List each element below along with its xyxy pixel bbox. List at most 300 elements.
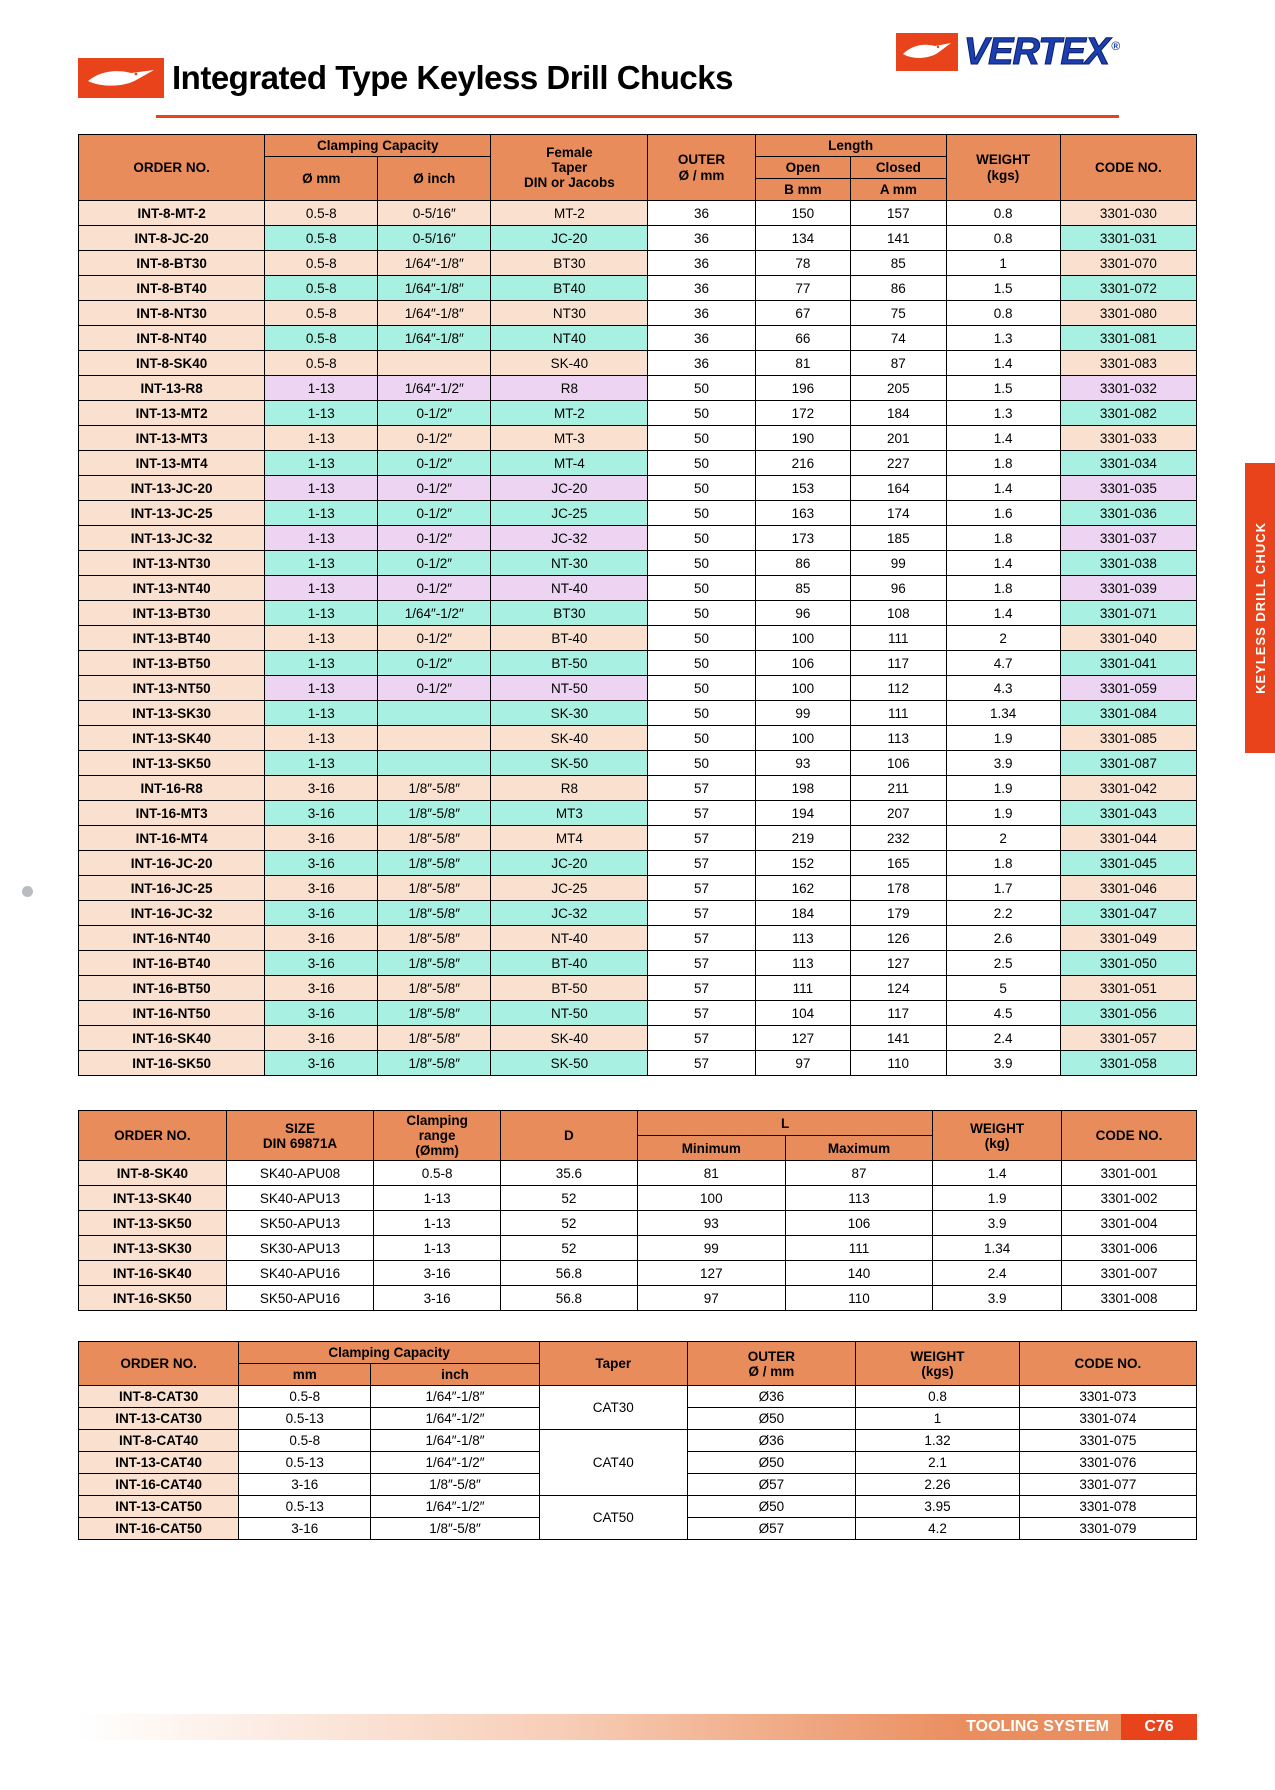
cell-length-open: 134	[755, 226, 850, 251]
cell-length-closed: 111	[851, 701, 946, 726]
cell-clamping-mm: 0.5-8	[265, 276, 378, 301]
cell-code-no: 3301-073	[1019, 1386, 1196, 1408]
cell-order-no: INT-13-CAT30	[79, 1408, 239, 1430]
cell-l-minimum: 81	[637, 1161, 785, 1186]
th3-outer	[687, 1342, 856, 1386]
cell-weight: 3.95	[856, 1496, 1019, 1518]
table-row	[79, 201, 1197, 226]
cell-clamping-inch: 0-1/2″	[378, 401, 491, 426]
th-code-no: CODE NO.	[1060, 135, 1196, 201]
cell-weight: 1.34	[933, 1236, 1062, 1261]
cell-clamping-range: 1-13	[374, 1236, 501, 1261]
table-row	[79, 1161, 1197, 1186]
cell-code-no: 3301-030	[1060, 201, 1196, 226]
table-row	[79, 401, 1197, 426]
cell-clamping-inch: 1/64″-1/2″	[371, 1452, 540, 1474]
cell-length-open: 113	[755, 951, 850, 976]
th3-inch: inch	[371, 1364, 540, 1386]
cell-outer-dia: 50	[648, 551, 755, 576]
cell-order-no: INT-13-SK40	[79, 1186, 227, 1211]
table-row	[79, 301, 1197, 326]
cell-outer-dia: 50	[648, 726, 755, 751]
table-din69871a-chucks	[78, 1110, 1197, 1311]
cell-clamping-inch: 0-1/2″	[378, 476, 491, 501]
cell-code-no: 3301-049	[1060, 926, 1196, 951]
cell-clamping-inch: 0-1/2″	[378, 526, 491, 551]
cell-code-no: 3301-078	[1019, 1496, 1196, 1518]
cell-order-no: INT-13-NT30	[79, 551, 265, 576]
cell-d: 56.8	[500, 1261, 637, 1286]
cell-length-open: 198	[755, 776, 850, 801]
cell-size-din: SK50-APU16	[226, 1286, 374, 1311]
table-row	[79, 776, 1197, 801]
cell-female-taper: NT-50	[491, 676, 648, 701]
th3-outer-line2: Ø / mm	[748, 1363, 795, 1379]
table-row	[79, 1261, 1197, 1286]
table-row	[79, 1186, 1197, 1211]
cell-length-closed: 184	[851, 401, 946, 426]
th3-mm: mm	[239, 1364, 371, 1386]
table-row	[79, 601, 1197, 626]
vertex-eagle-icon	[78, 58, 164, 98]
cell-length-closed: 207	[851, 801, 946, 826]
table-row	[79, 476, 1197, 501]
cell-length-closed: 227	[851, 451, 946, 476]
cell-female-taper: SK-40	[491, 1026, 648, 1051]
cell-length-open: 184	[755, 901, 850, 926]
cell-length-open: 113	[755, 926, 850, 951]
cell-order-no: INT-16-CAT50	[79, 1518, 239, 1540]
cell-length-closed: 108	[851, 601, 946, 626]
cell-weight: 1.4	[946, 551, 1060, 576]
cell-code-no: 3301-080	[1060, 301, 1196, 326]
cell-female-taper: JC-20	[491, 476, 648, 501]
cell-code-no: 3301-070	[1060, 251, 1196, 276]
cell-outer-dia: 50	[648, 601, 755, 626]
cell-outer-dia: 57	[648, 1051, 755, 1076]
cell-code-no: 3301-057	[1060, 1026, 1196, 1051]
title-underline	[156, 115, 1119, 118]
cell-order-no: INT-16-R8	[79, 776, 265, 801]
cell-clamping-mm: 0.5-13	[239, 1408, 371, 1430]
cell-code-no: 3301-002	[1061, 1186, 1196, 1211]
cell-clamping-mm: 3-16	[265, 1026, 378, 1051]
cell-order-no: INT-13-BT30	[79, 601, 265, 626]
cell-clamping-mm: 1-13	[265, 676, 378, 701]
cell-weight: 1.7	[946, 876, 1060, 901]
cell-length-closed: 117	[851, 651, 946, 676]
cell-weight: 1.4	[946, 426, 1060, 451]
cell-outer-dia: 50	[648, 701, 755, 726]
table-cat-taper-chucks	[78, 1341, 1197, 1540]
table-row	[79, 726, 1197, 751]
cell-length-closed: 111	[851, 626, 946, 651]
cell-order-no: INT-16-JC-25	[79, 876, 265, 901]
th2-clamping-line3: (Ømm)	[415, 1143, 459, 1159]
cell-clamping-mm: 3-16	[265, 826, 378, 851]
cell-code-no: 3301-001	[1061, 1161, 1196, 1186]
cell-order-no: INT-16-SK50	[79, 1286, 227, 1311]
cell-clamping-mm: 0.5-13	[239, 1452, 371, 1474]
cell-weight: 1.8	[946, 526, 1060, 551]
cell-length-closed: 141	[851, 1026, 946, 1051]
cell-clamping-mm: 3-16	[265, 876, 378, 901]
cell-length-open: 127	[755, 1026, 850, 1051]
table-row	[79, 351, 1197, 376]
cell-clamping-mm: 0.5-8	[239, 1386, 371, 1408]
cell-length-open: 97	[755, 1051, 850, 1076]
brand-logo	[896, 30, 1119, 74]
cell-length-open: 216	[755, 451, 850, 476]
cell-l-maximum: 87	[785, 1161, 933, 1186]
cell-clamping-inch: 1/8″-5/8″	[378, 876, 491, 901]
cell-weight: 2.1	[856, 1452, 1019, 1474]
cell-weight: 1	[856, 1408, 1019, 1430]
cell-code-no: 3301-076	[1019, 1452, 1196, 1474]
cell-clamping-mm: 1-13	[265, 601, 378, 626]
cell-code-no: 3301-031	[1060, 226, 1196, 251]
cell-clamping-inch: 1/64″-1/8″	[371, 1430, 540, 1452]
th3-weight	[856, 1342, 1019, 1386]
cell-order-no: INT-8-NT30	[79, 301, 265, 326]
cell-female-taper: NT-30	[491, 551, 648, 576]
cell-clamping-range: 1-13	[374, 1186, 501, 1211]
cell-female-taper: MT4	[491, 826, 648, 851]
cell-code-no: 3301-035	[1060, 476, 1196, 501]
cell-l-maximum: 106	[785, 1211, 933, 1236]
cell-outer-dia: 50	[648, 751, 755, 776]
cell-order-no: INT-8-CAT40	[79, 1430, 239, 1452]
cell-order-no: INT-16-MT4	[79, 826, 265, 851]
table3-header	[79, 1342, 1197, 1386]
cell-clamping-inch: 1/8″-5/8″	[378, 1026, 491, 1051]
footer-section-label: TOOLING SYSTEM	[966, 1714, 1121, 1740]
cell-l-maximum: 110	[785, 1286, 933, 1311]
cell-l-minimum: 93	[637, 1211, 785, 1236]
cell-clamping-mm: 3-16	[265, 951, 378, 976]
cell-weight: 4.3	[946, 676, 1060, 701]
cell-outer-dia: 50	[648, 426, 755, 451]
table-row	[79, 1026, 1197, 1051]
table-row	[79, 801, 1197, 826]
cell-clamping-inch: 1/64″-1/8″	[378, 326, 491, 351]
th-length: Length	[755, 135, 946, 157]
cell-order-no: INT-13-R8	[79, 376, 265, 401]
registered-mark: ®	[1111, 39, 1119, 54]
cell-clamping-mm: 0.5-8	[265, 226, 378, 251]
cell-code-no: 3301-077	[1019, 1474, 1196, 1496]
th3-order-no: ORDER NO.	[79, 1342, 239, 1386]
cell-clamping-mm: 1-13	[265, 451, 378, 476]
cell-outer-dia: 57	[648, 951, 755, 976]
cell-length-closed: 141	[851, 226, 946, 251]
cell-female-taper: JC-20	[491, 226, 648, 251]
cell-female-taper: MT-4	[491, 451, 648, 476]
cell-clamping-inch: 1/64″-1/8″	[371, 1386, 540, 1408]
cell-weight: 1.4	[946, 476, 1060, 501]
th3-clamping-capacity: Clamping Capacity	[239, 1342, 540, 1364]
cell-order-no: INT-13-CAT50	[79, 1496, 239, 1518]
cell-order-no: INT-16-NT50	[79, 1001, 265, 1026]
cell-clamping-mm: 0.5-8	[239, 1430, 371, 1452]
table-row	[79, 651, 1197, 676]
table-row	[79, 251, 1197, 276]
cell-clamping-inch: 1/8″-5/8″	[378, 926, 491, 951]
table-row	[79, 501, 1197, 526]
cell-order-no: INT-8-SK40	[79, 1161, 227, 1186]
cell-length-closed: 85	[851, 251, 946, 276]
table-row	[79, 426, 1197, 451]
cell-weight: 1.3	[946, 326, 1060, 351]
cell-length-open: 100	[755, 676, 850, 701]
table-row	[79, 676, 1197, 701]
cell-female-taper: BT30	[491, 601, 648, 626]
cell-code-no: 3301-051	[1060, 976, 1196, 1001]
cell-weight: 3.9	[946, 751, 1060, 776]
cell-length-open: 100	[755, 626, 850, 651]
table-row	[79, 1286, 1197, 1311]
cell-length-open: 93	[755, 751, 850, 776]
cell-order-no: INT-16-JC-20	[79, 851, 265, 876]
cell-clamping-inch: 1/8″-5/8″	[378, 951, 491, 976]
brand-wordmark	[964, 33, 1119, 71]
cell-length-closed: 96	[851, 576, 946, 601]
cell-outer-dia: 57	[648, 826, 755, 851]
cell-outer-dia: 50	[648, 376, 755, 401]
cell-clamping-inch: 1/64″-1/2″	[371, 1496, 540, 1518]
cell-length-open: 77	[755, 276, 850, 301]
cell-outer-dia: 36	[648, 351, 755, 376]
cell-order-no: INT-13-CAT40	[79, 1452, 239, 1474]
cell-weight: 1.8	[946, 451, 1060, 476]
cell-code-no: 3301-081	[1060, 326, 1196, 351]
side-tab-label: KEYLESS DRILL CHUCK	[1252, 522, 1268, 694]
cell-female-taper: JC-32	[491, 526, 648, 551]
cell-outer-dia: 57	[648, 876, 755, 901]
th-open-sub: B mm	[755, 179, 850, 201]
cell-clamping-mm: 3-16	[265, 801, 378, 826]
table1-body	[79, 201, 1197, 1076]
brand-name: VERTEX	[963, 31, 1110, 73]
cell-weight: 1.9	[946, 726, 1060, 751]
cell-clamping-mm: 0.5-13	[239, 1496, 371, 1518]
cell-outer-dia: 36	[648, 276, 755, 301]
cell-clamping-mm: 3-16	[265, 926, 378, 951]
cell-code-no: 3301-085	[1060, 726, 1196, 751]
cell-order-no: INT-13-JC-20	[79, 476, 265, 501]
cell-code-no: 3301-037	[1060, 526, 1196, 551]
cell-code-no: 3301-033	[1060, 426, 1196, 451]
cell-outer-dia: 57	[648, 926, 755, 951]
cell-outer-dia: 50	[648, 576, 755, 601]
th-mm: Ø mm	[265, 157, 378, 201]
cell-order-no: INT-16-NT40	[79, 926, 265, 951]
cell-female-taper: R8	[491, 776, 648, 801]
cell-female-taper: BT-40	[491, 626, 648, 651]
cell-clamping-mm: 0.5-8	[265, 351, 378, 376]
cell-clamping-mm: 3-16	[239, 1518, 371, 1540]
th2-weight-line1: WEIGHT	[970, 1120, 1025, 1136]
cell-clamping-mm: 1-13	[265, 576, 378, 601]
cell-female-taper: MT-2	[491, 401, 648, 426]
table-row	[79, 701, 1197, 726]
table-integrated-keyless-chucks	[78, 134, 1197, 1076]
th-order-no: ORDER NO.	[79, 135, 265, 201]
cell-code-no: 3301-046	[1060, 876, 1196, 901]
cell-clamping-inch: 1/8″-5/8″	[378, 1051, 491, 1076]
cell-order-no: INT-16-SK40	[79, 1026, 265, 1051]
cell-length-open: 99	[755, 701, 850, 726]
cell-size-din: SK30-APU13	[226, 1236, 374, 1261]
th-outer-line1: OUTER	[677, 152, 726, 168]
cell-outer-dia: 57	[648, 976, 755, 1001]
th2-maximum: Maximum	[785, 1136, 933, 1161]
cell-outer-dia: 50	[648, 626, 755, 651]
table-row	[79, 226, 1197, 251]
th-female-taper	[491, 135, 648, 201]
cell-clamping-inch: 1/64″-1/2″	[371, 1408, 540, 1430]
table-row	[79, 526, 1197, 551]
cell-clamping-mm: 1-13	[265, 651, 378, 676]
cell-length-closed: 106	[851, 751, 946, 776]
cell-size-din: SK40-APU16	[226, 1261, 374, 1286]
cell-code-no: 3301-059	[1060, 676, 1196, 701]
cell-clamping-range: 3-16	[374, 1286, 501, 1311]
cell-length-closed: 99	[851, 551, 946, 576]
th-closed: Closed	[851, 157, 946, 179]
th-female-taper-line2: Taper	[551, 159, 588, 175]
cell-length-closed: 174	[851, 501, 946, 526]
cell-weight: 1	[946, 251, 1060, 276]
cell-length-closed: 164	[851, 476, 946, 501]
cell-order-no: INT-8-SK40	[79, 351, 265, 376]
cell-outer-dia: 57	[648, 1026, 755, 1051]
cell-female-taper: SK-40	[491, 726, 648, 751]
cell-clamping-inch	[378, 726, 491, 751]
table-row	[79, 1051, 1197, 1076]
cell-length-closed: 110	[851, 1051, 946, 1076]
th-clamping-capacity: Clamping Capacity	[265, 135, 491, 157]
cell-clamping-range: 1-13	[374, 1211, 501, 1236]
th2-size	[226, 1111, 374, 1161]
cell-weight: 5	[946, 976, 1060, 1001]
cell-weight: 1.9	[946, 801, 1060, 826]
footer-gradient	[78, 1714, 966, 1740]
cell-clamping-inch	[378, 351, 491, 376]
table-row	[79, 751, 1197, 776]
table2-body	[79, 1161, 1197, 1311]
cell-female-taper: JC-32	[491, 901, 648, 926]
cell-code-no: 3301-047	[1060, 901, 1196, 926]
cell-taper: CAT30	[539, 1386, 687, 1430]
cell-weight: 2	[946, 826, 1060, 851]
cell-female-taper: NT-50	[491, 1001, 648, 1026]
cell-l-maximum: 140	[785, 1261, 933, 1286]
cell-weight: 2.4	[946, 1026, 1060, 1051]
cell-clamping-inch: 0-1/2″	[378, 451, 491, 476]
cell-weight: 3.9	[946, 1051, 1060, 1076]
cell-clamping-mm: 0.5-8	[265, 301, 378, 326]
cell-clamping-range: 3-16	[374, 1261, 501, 1286]
cell-outer-dia: Ø50	[687, 1452, 856, 1474]
cell-length-closed: 157	[851, 201, 946, 226]
cell-order-no: INT-13-JC-25	[79, 501, 265, 526]
cell-code-no: 3301-082	[1060, 401, 1196, 426]
cell-code-no: 3301-007	[1061, 1261, 1196, 1286]
cell-clamping-inch: 0-1/2″	[378, 676, 491, 701]
cell-clamping-mm: 0.5-8	[265, 201, 378, 226]
th-weight-line2: (kgs)	[986, 167, 1020, 183]
cell-length-open: 86	[755, 551, 850, 576]
cell-code-no: 3301-039	[1060, 576, 1196, 601]
cell-length-closed: 75	[851, 301, 946, 326]
page-footer	[78, 1714, 1197, 1740]
cell-outer-dia: 36	[648, 201, 755, 226]
th-female-taper-line1: Female	[546, 144, 593, 160]
margin-dot	[22, 886, 33, 897]
cell-length-open: 104	[755, 1001, 850, 1026]
cell-clamping-inch: 0-1/2″	[378, 501, 491, 526]
cell-female-taper: R8	[491, 376, 648, 401]
cell-length-open: 66	[755, 326, 850, 351]
cell-length-closed: 86	[851, 276, 946, 301]
cell-length-closed: 74	[851, 326, 946, 351]
cell-order-no: INT-13-BT40	[79, 626, 265, 651]
cell-order-no: INT-13-SK30	[79, 1236, 227, 1261]
cell-length-closed: 211	[851, 776, 946, 801]
cell-clamping-mm: 3-16	[265, 976, 378, 1001]
table-row	[79, 976, 1197, 1001]
cell-outer-dia: 36	[648, 301, 755, 326]
table2-header	[79, 1111, 1197, 1161]
cell-order-no: INT-13-MT4	[79, 451, 265, 476]
table3-body	[79, 1386, 1197, 1540]
cell-female-taper: NT40	[491, 326, 648, 351]
cell-order-no: INT-13-JC-32	[79, 526, 265, 551]
table-row	[79, 626, 1197, 651]
cell-outer-dia: Ø50	[687, 1496, 856, 1518]
cell-clamping-mm: 1-13	[265, 726, 378, 751]
cell-code-no: 3301-075	[1019, 1430, 1196, 1452]
cell-code-no: 3301-058	[1060, 1051, 1196, 1076]
cell-order-no: INT-16-BT40	[79, 951, 265, 976]
cell-length-open: 162	[755, 876, 850, 901]
cell-clamping-mm: 1-13	[265, 701, 378, 726]
cell-clamping-inch: 1/64″-1/8″	[378, 301, 491, 326]
cell-weight: 0.8	[946, 301, 1060, 326]
cell-order-no: INT-13-MT2	[79, 401, 265, 426]
cell-outer-dia: Ø57	[687, 1474, 856, 1496]
cell-outer-dia: Ø57	[687, 1518, 856, 1540]
cell-clamping-inch: 1/8″-5/8″	[378, 1001, 491, 1026]
cell-weight: 4.2	[856, 1518, 1019, 1540]
cell-code-no: 3301-008	[1061, 1286, 1196, 1311]
cell-order-no: INT-13-SK50	[79, 1211, 227, 1236]
cell-code-no: 3301-079	[1019, 1518, 1196, 1540]
cell-length-closed: 117	[851, 1001, 946, 1026]
th-weight	[946, 135, 1060, 201]
page-header	[78, 0, 1197, 124]
cell-order-no: INT-8-CAT30	[79, 1386, 239, 1408]
cell-female-taper: JC-25	[491, 501, 648, 526]
cell-weight: 1.4	[933, 1161, 1062, 1186]
table-row	[79, 951, 1197, 976]
cell-female-taper: MT3	[491, 801, 648, 826]
cell-weight: 1.9	[946, 776, 1060, 801]
cell-length-closed: 232	[851, 826, 946, 851]
cell-length-open: 194	[755, 801, 850, 826]
cell-l-minimum: 99	[637, 1236, 785, 1261]
